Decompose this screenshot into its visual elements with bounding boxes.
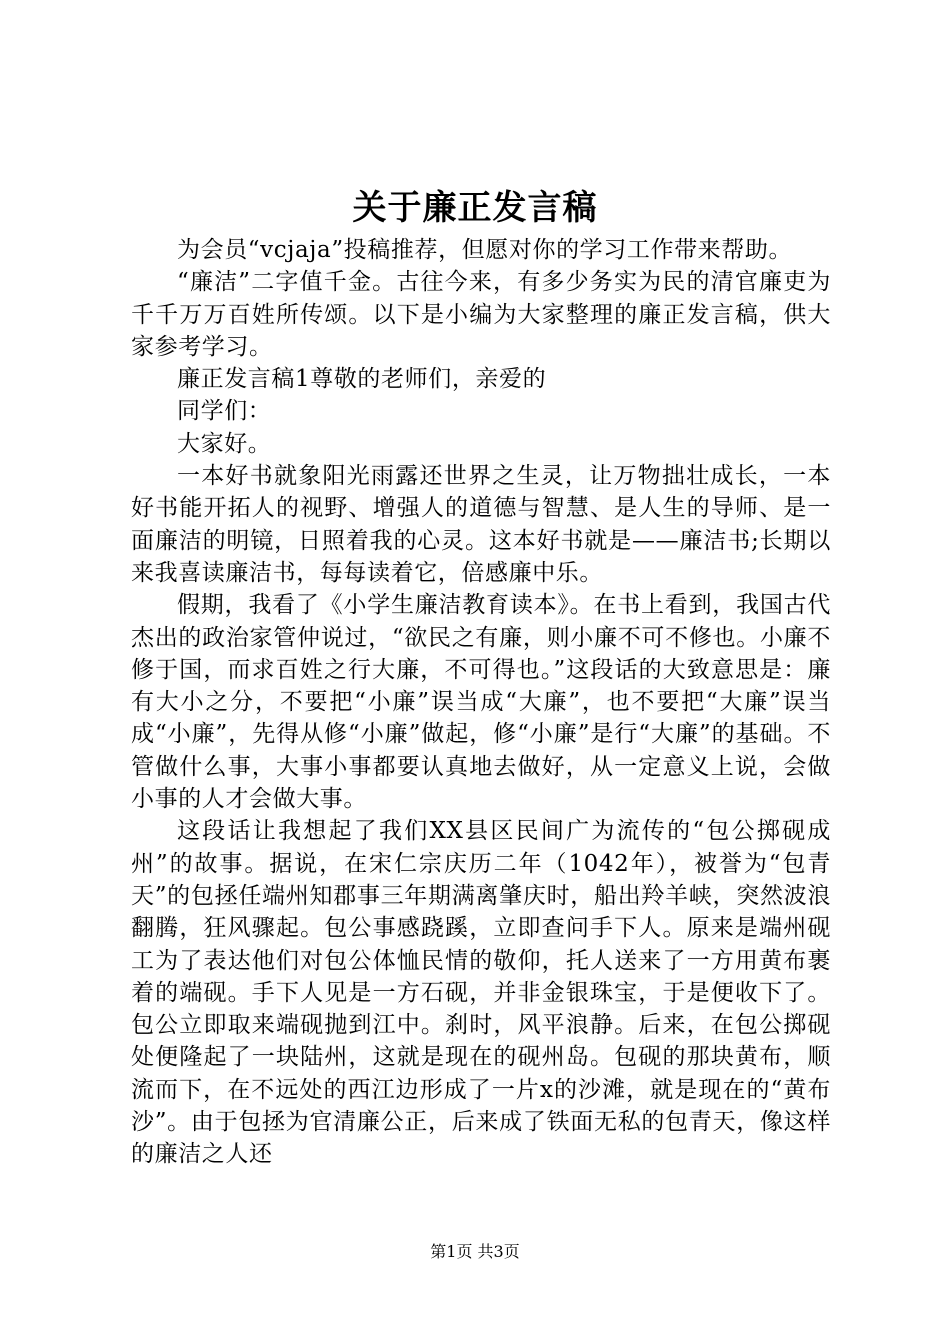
paragraph-greeting: 大家好。: [177, 430, 272, 457]
paragraph-bao-gong: 这段话让我想起了我们XX县区民间广为流传的“包公掷砚成州”的故事。据说，在宋仁宗庆历二年（1042年），被誉为“包青天”的包拯任端州知郡事三年期满离肇庆时，船出羚羊峡，突然波浪翻腾，狂风骤起。包公事感跷蹊，立即查问手下人。原来是端州砚工为了表达他们对包公体恤民情的敬仰，托人送来了一方用黄布裹着的端砚。手下人见是一方石砚，并非金银珠宝，于是便收下了。包公立即取来端砚抛到江中。刹时，风平浪静。后来，在包公掷砚处便隆起了一块陆州，这就是现在的砚州岛。包砚的那块黄布，顺流而下，在不远处的西江边形成了一片x的沙滩，就是现在的“黄布沙”。由于包拯为官清廉公正，后来成了铁面无私的包青天，像这样的廉洁之人还: [131, 818, 831, 1168]
paragraph-intro: 为会员“vcjaja”投稿推荐，但愿对你的学习工作带来帮助。: [177, 237, 793, 263]
document-title: 关于廉正发言稿: [352, 188, 598, 228]
paragraph-good-book: 一本好书就象阳光雨露还世界之生灵，让万物拙壮成长，一本好书能开拓人的视野、增强人的道德与智慧、是人生的导师、是一面廉洁的明镜，日照着我的心灵。这本好书就是——廉洁书;长期以来我喜读廉洁书，每每读着它，倍感廉中乐。: [131, 463, 831, 586]
paragraph-speech-heading: 廉正发言稿1尊敬的老师们，亲爱的: [177, 366, 547, 393]
paragraph-guan-zhong: 假期，我看了《小学生廉洁教育读本》。在书上看到，我国古代杰出的政治家管仲说过，“欲民之有廉，则小廉不可不修也。小廉不修于国，而求百姓之行大廉，不可得也。”这段话的大致意思是：廉有大小之分，不要把“小廉”误当成“大廉”，也不要把“大廉”误当成“小廉”，先得从修“小廉”做起，修“小廉”是行“大廉”的基础。不管做什么事，大事小事都要认真地去做好，从一定意义上说，会做小事的人才会做大事。: [131, 592, 831, 813]
document-body: [131, 234, 831, 1171]
page-footer: 第1页 共3页: [430, 1242, 520, 1261]
paragraph-salutation: 同学们：: [177, 398, 272, 425]
paragraph-summary: “廉洁”二字值千金。古往今来，有多少务实为民的清官廉吏为千千万万百姓所传颂。以下是小编为大家整理的廉正发言稿，供大家参考学习。: [131, 269, 831, 360]
